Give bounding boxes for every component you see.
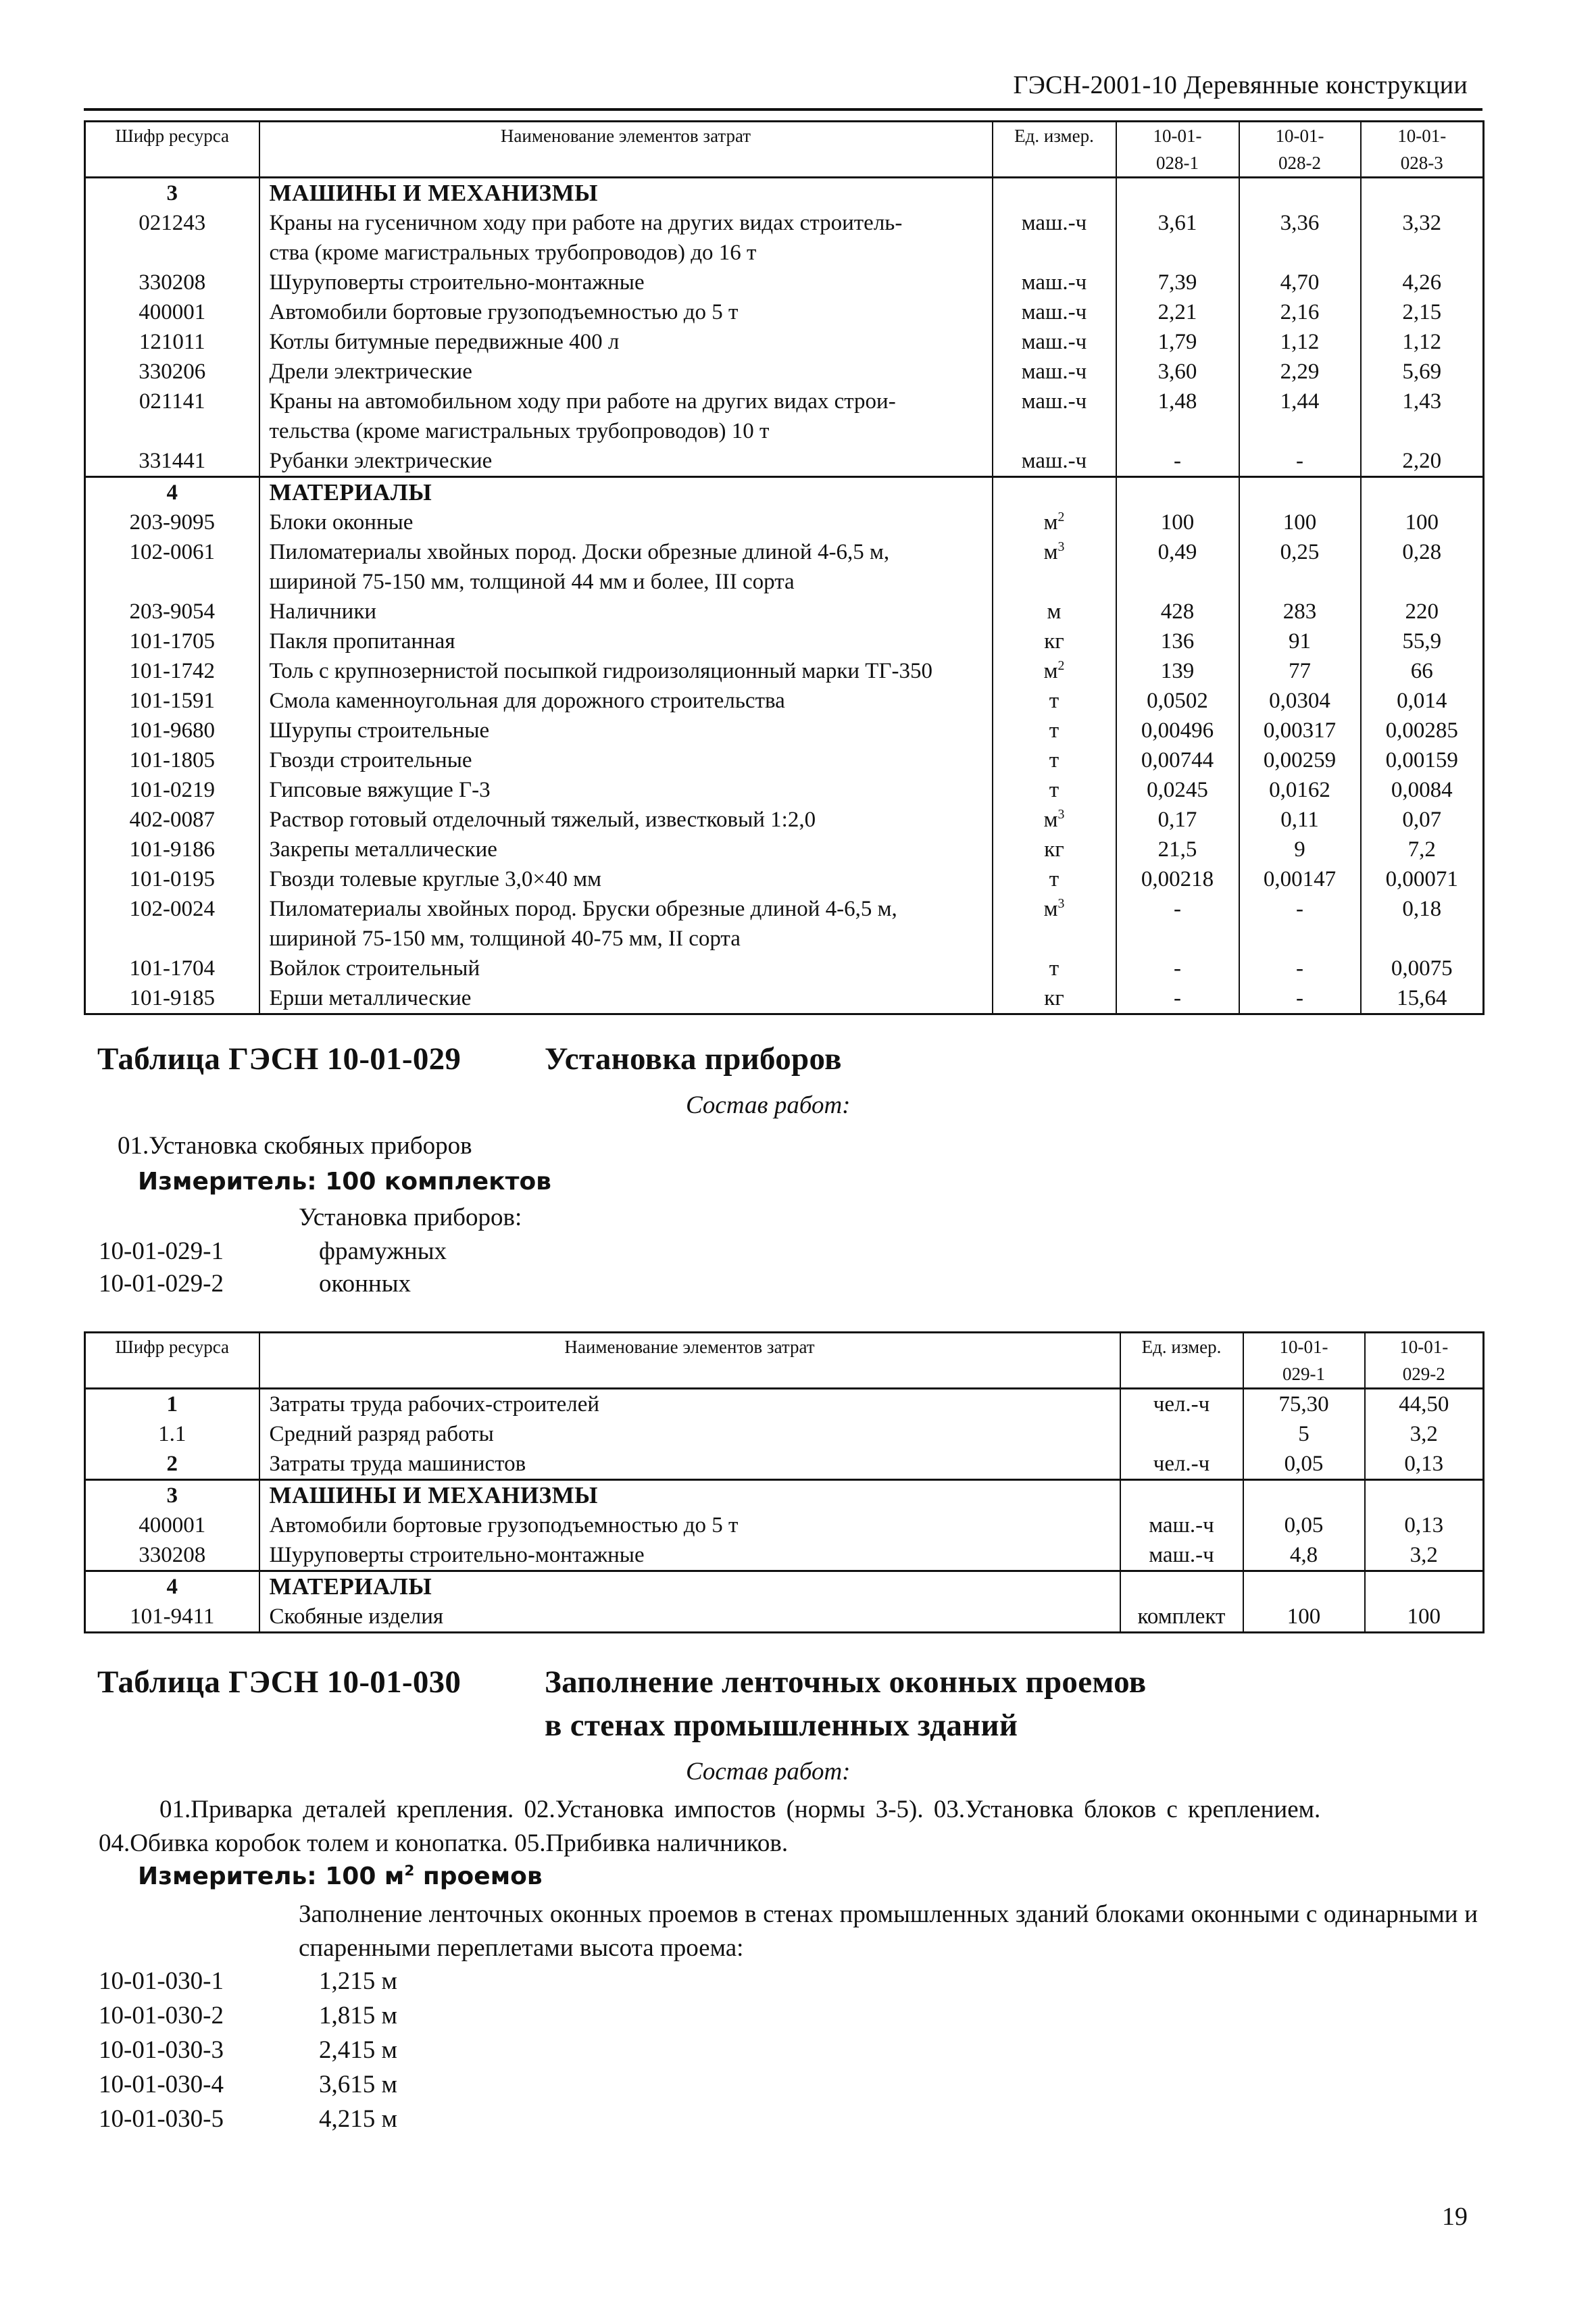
work-composition-label: Состав работ: [686, 1758, 851, 1786]
cell-value: 3,32 [1361, 208, 1484, 268]
cell-code: 331441 [85, 446, 259, 477]
cell-code: 101-0195 [85, 864, 259, 894]
cell-value: 220 [1361, 597, 1484, 626]
cell-value: 283 [1239, 597, 1361, 626]
col-header-norm: 10-01- 028-2 [1239, 122, 1361, 178]
norm-intro: Установка приборов: [299, 1204, 522, 1231]
cell-value: 7,39 [1116, 268, 1239, 297]
cell-name: Пакля пропитанная [259, 626, 993, 656]
col-header-code: Шифр ресурса [85, 1333, 259, 1389]
table-row [85, 864, 1484, 894]
cell-name: Смола каменноугольная для дорожного строительства [259, 686, 993, 716]
table-row [85, 745, 1484, 775]
cell-value: 0,00259 [1239, 745, 1361, 775]
cell-name: Пиломатериалы хвойных пород. Доски обрезные длиной 4-6,5 м, шириной 75-150 мм, толщиной 44 мм и более, III сорта [259, 537, 993, 597]
table-row [85, 775, 1484, 805]
cell-code: 101-1805 [85, 745, 259, 775]
cell-name: Автомобили бортовые грузоподъемностью до 5 т [259, 1510, 1120, 1540]
cell-code: 203-9054 [85, 597, 259, 626]
cell-name: Краны на гусеничном ходу при работе на других видах строитель- ства (кроме магистральных трубопроводов) до 16 т [259, 208, 993, 268]
unit-exponent: 3 [1057, 539, 1065, 554]
cell-value: 100 [1116, 508, 1239, 537]
cell-value: 4,70 [1239, 268, 1361, 297]
cell-value: 0,18 [1361, 894, 1484, 954]
col-header-unit: Ед. измер. [993, 122, 1116, 178]
cell-empty [1116, 178, 1239, 209]
cell-empty [993, 477, 1116, 508]
cell-unit: маш.-ч [993, 446, 1116, 477]
cell-unit: т [993, 686, 1116, 716]
cell-value: 3,36 [1239, 208, 1361, 268]
cell-name: Гвозди строительные [259, 745, 993, 775]
cell-name: Шуруповерты строительно-монтажные [259, 1540, 1120, 1571]
cell-empty [1120, 1571, 1243, 1602]
cell-value: 139 [1116, 656, 1239, 686]
table-row [85, 597, 1484, 626]
measure-unit: Измеритель: 100 $м^2$ проемов [138, 1863, 543, 1890]
cell-value: 15,64 [1361, 983, 1484, 1014]
cell-value: 1,12 [1361, 327, 1484, 357]
cell-name: Наличники [259, 597, 993, 626]
cell-code: 4 [85, 477, 259, 508]
table-header-row [85, 122, 1484, 178]
cell-value: 0,07 [1361, 805, 1484, 835]
table-row [85, 1449, 1484, 1480]
header-rule [84, 108, 1482, 111]
cell-unit: маш.-ч [1120, 1510, 1243, 1540]
cell-unit: маш.-ч [993, 297, 1116, 327]
cell-unit: чел.-ч [1120, 1449, 1243, 1480]
col-header-norm: 10-01- 029-2 [1365, 1333, 1484, 1389]
norm-code: 10-01-030-1 [99, 1967, 224, 1995]
cell-name: Войлок строительный [259, 954, 993, 983]
cell-unit: $м^3$ [993, 537, 1116, 597]
cell-value: 0,00744 [1116, 745, 1239, 775]
cell-value: 0,28 [1361, 537, 1484, 597]
cell-empty [1361, 178, 1484, 209]
cell-name: Котлы битумные передвижные 400 л [259, 327, 993, 357]
table-row [85, 656, 1484, 686]
cell-value: 55,9 [1361, 626, 1484, 656]
cell-unit: т [993, 745, 1116, 775]
cell-code: 101-9186 [85, 835, 259, 864]
table-row [85, 208, 1484, 268]
cell-value: 0,0162 [1239, 775, 1361, 805]
unit-exponent: 2 [1057, 510, 1065, 524]
cell-code: 101-0219 [85, 775, 259, 805]
col-header-name: Наименование элементов затрат [259, 122, 993, 178]
cell-unit: $м^2$ [993, 508, 1116, 537]
cell-name: Краны на автомобильном ходу при работе на других видах строи- тельства (кроме магистральных трубопроводов) 10 т [259, 387, 993, 446]
cell-name: Скобяные изделия [259, 1602, 1120, 1633]
cell-name: Автомобили бортовые грузоподъемностью до 5 т [259, 297, 993, 327]
cell-value: 0,014 [1361, 686, 1484, 716]
cell-unit: м [993, 597, 1116, 626]
cell-value: 5,69 [1361, 357, 1484, 387]
table-row [85, 327, 1484, 357]
norm-code: 10-01-030-5 [99, 2105, 224, 2133]
cell-code: 402-0087 [85, 805, 259, 835]
work-item: 04.Обивка коробок толем и конопатка. 05.Прибивка наличников. [99, 1829, 789, 1857]
cell-value: 0,0075 [1361, 954, 1484, 983]
cell-name: Шурупы строительные [259, 716, 993, 745]
cell-empty [1365, 1571, 1484, 1602]
unit-exponent: 2 [1057, 658, 1065, 673]
table-row [85, 626, 1484, 656]
cell-value: 0,0245 [1116, 775, 1239, 805]
cell-value: 9 [1239, 835, 1361, 864]
cell-unit: чел.-ч [1120, 1389, 1243, 1420]
table-row [85, 894, 1484, 954]
cell-empty [1116, 477, 1239, 508]
cell-code: 4 [85, 1571, 259, 1602]
section-title: МАШИНЫ И МЕХАНИЗМЫ [259, 1480, 1120, 1511]
cell-value: 0,00071 [1361, 864, 1484, 894]
cell-unit: кг [993, 626, 1116, 656]
table-row [85, 1389, 1484, 1420]
section-row [85, 178, 1484, 209]
cell-value: 0,00159 [1361, 745, 1484, 775]
table-row [85, 297, 1484, 327]
cell-unit: кг [993, 835, 1116, 864]
norm-text: фрамужных [319, 1237, 447, 1265]
cell-code: 102-0024 [85, 894, 259, 954]
cell-value: 4,26 [1361, 268, 1484, 297]
cell-value: - [1116, 954, 1239, 983]
resource-table-028 [84, 120, 1485, 1015]
cell-value: 1,44 [1239, 387, 1361, 446]
cell-unit: т [993, 775, 1116, 805]
cell-value: 66 [1361, 656, 1484, 686]
cell-value: 1,79 [1116, 327, 1239, 357]
measure-unit: Измеритель: 100 комплектов [138, 1168, 551, 1196]
table-row [85, 268, 1484, 297]
cell-code: 101-9185 [85, 983, 259, 1014]
cell-code: 203-9095 [85, 508, 259, 537]
cell-code: 101-1705 [85, 626, 259, 656]
cell-value: 3,60 [1116, 357, 1239, 387]
cell-code: 101-9680 [85, 716, 259, 745]
cell-value: - [1116, 446, 1239, 477]
cell-value: 2,15 [1361, 297, 1484, 327]
cell-name: Пиломатериалы хвойных пород. Бруски обрезные длиной 4-6,5 м, шириной 75-150 мм, толщиной 40-75 мм, II сорта [259, 894, 993, 954]
cell-value: 4,8 [1243, 1540, 1365, 1571]
work-item: 01.Приварка деталей крепления. 02.Установка импостов (нормы 3-5). 03.Установка блоков с креплением. [159, 1796, 1321, 1823]
table-label-029: Таблица ГЭСН 10-01-029 [97, 1041, 462, 1077]
cell-value: 0,49 [1116, 537, 1239, 597]
col-header-norm: 10-01- 029-1 [1243, 1333, 1365, 1389]
cell-value: 1,48 [1116, 387, 1239, 446]
cell-value: 91 [1239, 626, 1361, 656]
section-title: МАТЕРИАЛЫ [259, 1571, 1120, 1602]
cell-value: 2,21 [1116, 297, 1239, 327]
cell-code: 330206 [85, 357, 259, 387]
table-title-030-line1: Заполнение ленточных оконных проемов [545, 1665, 1147, 1700]
norm-code: 10-01-030-3 [99, 2036, 224, 2064]
cell-value: 7,2 [1361, 835, 1484, 864]
table-row [85, 805, 1484, 835]
cell-unit: т [993, 864, 1116, 894]
cell-name: Гипсовые вяжущие Г-3 [259, 775, 993, 805]
table-row [85, 1510, 1484, 1540]
cell-value: 0,25 [1239, 537, 1361, 597]
cell-value: - [1239, 894, 1361, 954]
table-row [85, 537, 1484, 597]
cell-value: 0,11 [1239, 805, 1361, 835]
cell-code: 101-9411 [85, 1602, 259, 1633]
cell-unit: маш.-ч [993, 387, 1116, 446]
table-row [85, 1602, 1484, 1633]
cell-code: 101-1742 [85, 656, 259, 686]
table-row [85, 387, 1484, 446]
cell-value: 0,0084 [1361, 775, 1484, 805]
unit-exponent: 3 [1057, 807, 1065, 822]
cell-value: 0,00218 [1116, 864, 1239, 894]
cell-value: 0,00147 [1239, 864, 1361, 894]
running-header: ГЭСН-2001-10 Деревянные конструкции [1013, 71, 1468, 99]
col-header-name: Наименование элементов затрат [259, 1333, 1120, 1389]
norm-text: 2,415 м [319, 2036, 397, 2064]
unit-exponent: 3 [1057, 896, 1065, 911]
page-number: 19 [1442, 2202, 1468, 2231]
cell-empty [1243, 1571, 1365, 1602]
cell-name: Блоки оконные [259, 508, 993, 537]
cell-name: Рубанки электрические [259, 446, 993, 477]
cell-unit: комплект [1120, 1602, 1243, 1633]
cell-code: 021243 [85, 208, 259, 268]
cell-empty [1239, 178, 1361, 209]
cell-value: 0,00285 [1361, 716, 1484, 745]
cell-value: - [1239, 954, 1361, 983]
norm-text: 1,215 м [319, 1967, 397, 1995]
section-row [85, 477, 1484, 508]
cell-unit: т [993, 954, 1116, 983]
cell-code: 102-0061 [85, 537, 259, 597]
cell-unit: $м^3$ [993, 805, 1116, 835]
cell-code: 1.1 [85, 1419, 259, 1449]
cell-value: 0,05 [1243, 1510, 1365, 1540]
cell-value: 100 [1243, 1602, 1365, 1633]
table-row [85, 1419, 1484, 1449]
norm-text: 3,615 м [319, 2071, 397, 2098]
cell-empty [1365, 1480, 1484, 1511]
col-header-norm: 10-01- 028-3 [1361, 122, 1484, 178]
cell-unit: маш.-ч [993, 327, 1116, 357]
cell-code: 400001 [85, 297, 259, 327]
cell-name: Ерши металлические [259, 983, 993, 1014]
cell-unit: маш.-ч [993, 268, 1116, 297]
norm-code: 10-01-030-2 [99, 2002, 224, 2029]
work-composition-label: Состав работ: [686, 1091, 851, 1119]
norm-code: 10-01-030-4 [99, 2071, 224, 2098]
cell-code: 121011 [85, 327, 259, 357]
cell-code: 101-1591 [85, 686, 259, 716]
table-row [85, 508, 1484, 537]
cell-name: Гвозди толевые круглые 3,0×40 мм [259, 864, 993, 894]
cell-unit: т [993, 716, 1116, 745]
cell-unit: маш.-ч [1120, 1540, 1243, 1571]
table-row [85, 954, 1484, 983]
section-title: МАТЕРИАЛЫ [259, 477, 993, 508]
table-title-029: Установка приборов [545, 1041, 842, 1077]
cell-value: 1,12 [1239, 327, 1361, 357]
cell-code: 330208 [85, 1540, 259, 1571]
cell-value: 136 [1116, 626, 1239, 656]
cell-value: 100 [1361, 508, 1484, 537]
cell-unit: кг [993, 983, 1116, 1014]
section-row [85, 1571, 1484, 1602]
cell-value: 2,16 [1239, 297, 1361, 327]
cell-code: 3 [85, 178, 259, 209]
cell-value: 0,13 [1365, 1449, 1484, 1480]
cell-empty [993, 178, 1116, 209]
cell-value: 44,50 [1365, 1389, 1484, 1420]
cell-value: 0,0502 [1116, 686, 1239, 716]
cell-code: 021141 [85, 387, 259, 446]
cell-value: - [1116, 894, 1239, 954]
table-label-030: Таблица ГЭСН 10-01-030 [97, 1665, 462, 1700]
table-row [85, 446, 1484, 477]
cell-name: Шуруповерты строительно-монтажные [259, 268, 993, 297]
cell-code: 2 [85, 1449, 259, 1480]
cell-name: Закрепы металлические [259, 835, 993, 864]
col-header-norm: 10-01- 028-1 [1116, 122, 1239, 178]
cell-value: 3,61 [1116, 208, 1239, 268]
cell-empty [1361, 477, 1484, 508]
cell-value: 0,17 [1116, 805, 1239, 835]
norm-text: 4,215 м [319, 2105, 397, 2133]
cell-value: 0,0304 [1239, 686, 1361, 716]
cell-code: 330208 [85, 268, 259, 297]
cell-code: 3 [85, 1480, 259, 1511]
cell-empty [1243, 1480, 1365, 1511]
section-title: МАШИНЫ И МЕХАНИЗМЫ [259, 178, 993, 209]
table-title-030-line2: в стенах промышленных зданий [545, 1708, 1018, 1743]
cell-empty [1120, 1480, 1243, 1511]
cell-value: - [1116, 983, 1239, 1014]
cell-name: Затраты труда машинистов [259, 1449, 1120, 1480]
cell-code: 101-1704 [85, 954, 259, 983]
cell-code: 400001 [85, 1510, 259, 1540]
cell-empty [1239, 477, 1361, 508]
table-row [85, 835, 1484, 864]
cell-value: - [1239, 983, 1361, 1014]
table-row [85, 686, 1484, 716]
table-row [85, 716, 1484, 745]
cell-value: 3,2 [1365, 1540, 1484, 1571]
col-header-unit: Ед. измер. [1120, 1333, 1243, 1389]
resource-table-029 [84, 1331, 1485, 1633]
cell-value: 2,20 [1361, 446, 1484, 477]
cell-name: Толь с крупнозернистой посыпкой гидроизоляционный марки ТГ-350 [259, 656, 993, 686]
cell-value: 0,00317 [1239, 716, 1361, 745]
cell-name: Дрели электрические [259, 357, 993, 387]
cell-unit: маш.-ч [993, 208, 1116, 268]
cell-unit [1120, 1419, 1243, 1449]
cell-name: Раствор готовый отделочный тяжелый, известковый 1:2,0 [259, 805, 993, 835]
table-row [85, 983, 1484, 1014]
norm-text: оконных [319, 1270, 412, 1298]
norm-code: 10-01-029-1 [99, 1237, 224, 1265]
table-row [85, 357, 1484, 387]
cell-value: 21,5 [1116, 835, 1239, 864]
cell-unit: $м^3$ [993, 894, 1116, 954]
table-header-row [85, 1333, 1484, 1389]
cell-unit: маш.-ч [993, 357, 1116, 387]
cell-name: Средний разряд работы [259, 1419, 1120, 1449]
cell-value: 0,05 [1243, 1449, 1365, 1480]
cell-value: 428 [1116, 597, 1239, 626]
cell-unit: $м^2$ [993, 656, 1116, 686]
norm-text: 1,815 м [319, 2002, 397, 2029]
norm-intro: Заполнение ленточных оконных проемов в стенах промышленных зданий блоками оконными с одинарными и спаренными переплетами высота проема: [299, 1900, 1478, 1962]
cell-value: - [1239, 446, 1361, 477]
section-row [85, 1480, 1484, 1511]
cell-value: 75,30 [1243, 1389, 1365, 1420]
cell-value: 0,00496 [1116, 716, 1239, 745]
work-item: 01.Установка скобяных приборов [118, 1132, 472, 1160]
cell-value: 5 [1243, 1419, 1365, 1449]
cell-value: 77 [1239, 656, 1361, 686]
cell-value: 0,13 [1365, 1510, 1484, 1540]
cell-name: Затраты труда рабочих-строителей [259, 1389, 1120, 1420]
col-header-code: Шифр ресурса [85, 122, 259, 178]
norm-code: 10-01-029-2 [99, 1270, 224, 1298]
cell-code: 1 [85, 1389, 259, 1420]
cell-value: 100 [1239, 508, 1361, 537]
cell-value: 3,2 [1365, 1419, 1484, 1449]
table-row [85, 1540, 1484, 1571]
cell-value: 1,43 [1361, 387, 1484, 446]
cell-value: 2,29 [1239, 357, 1361, 387]
cell-value: 100 [1365, 1602, 1484, 1633]
